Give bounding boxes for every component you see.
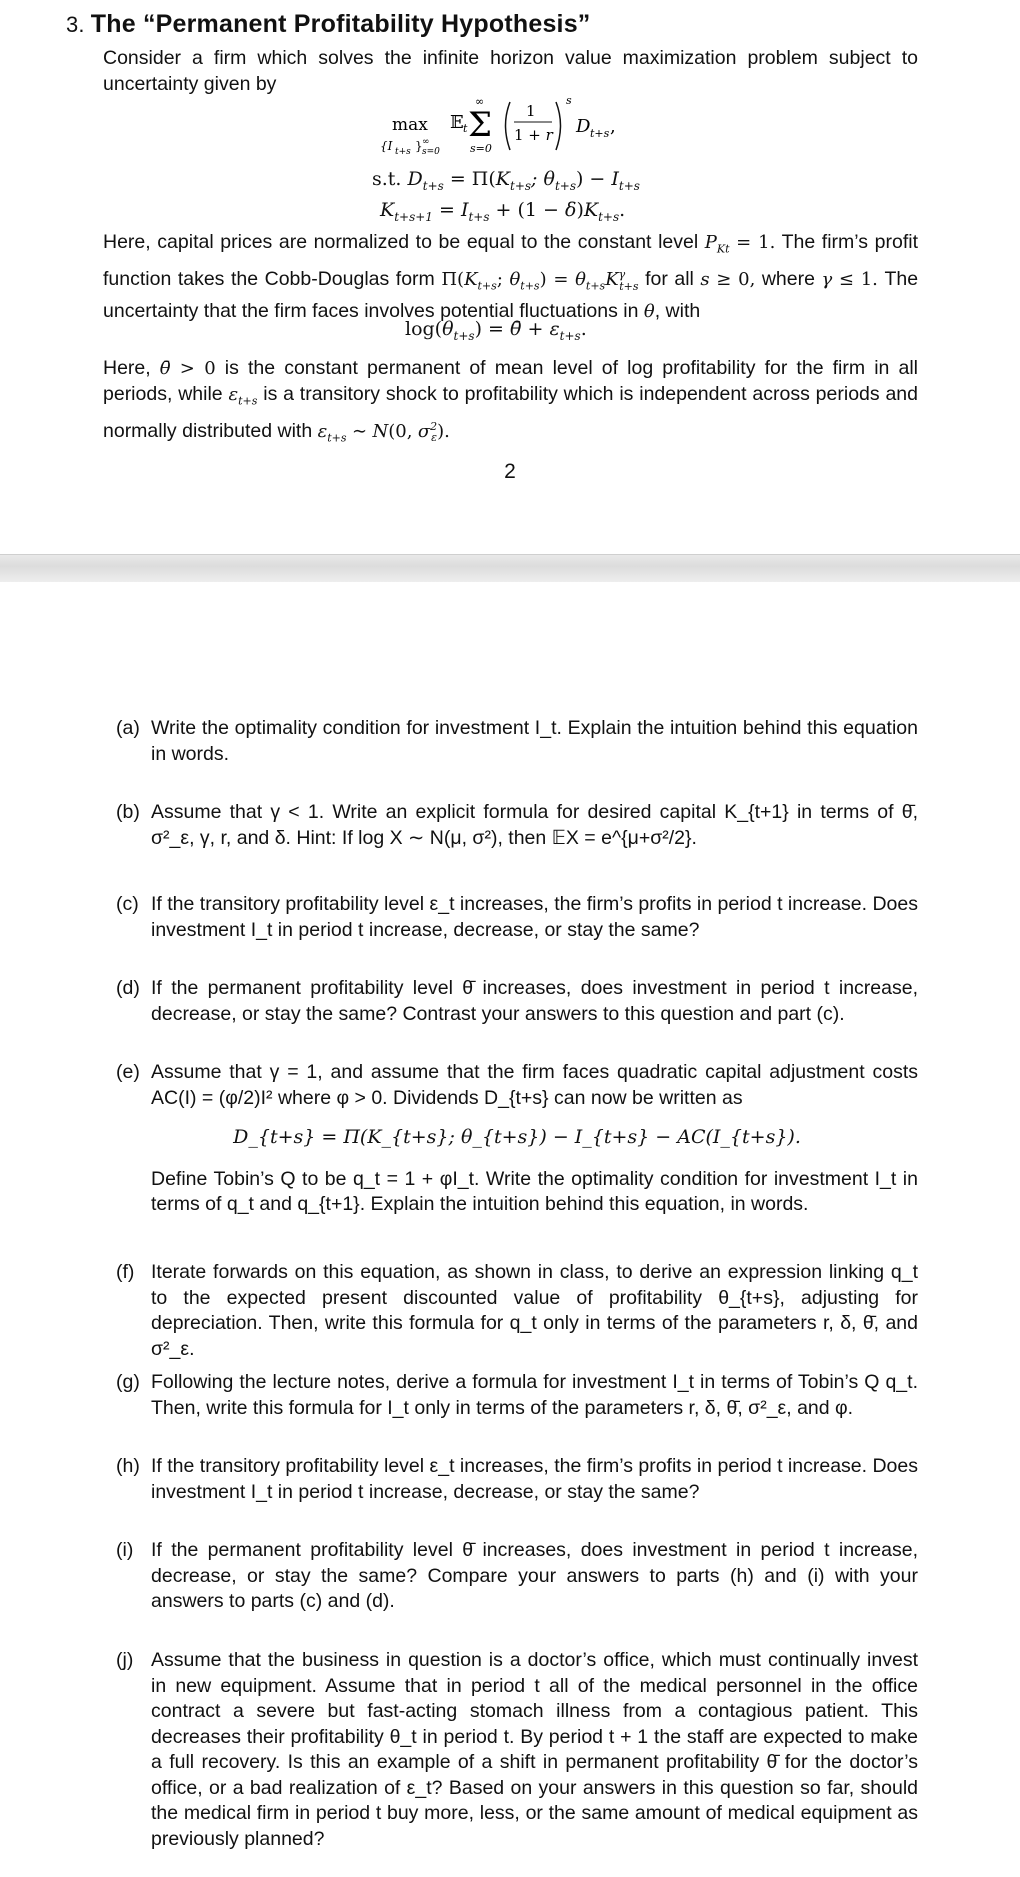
part-text: Iterate forwards on this equation, as shown in class, to derive an expression linking q_t to the expected present discounted value of profitability θ_{t+s}, adjusting for depreciation. Then, write this formula for q_t only in terms of the parameters r, δ, θ̄, and σ²_ε.	[151, 1261, 918, 1360]
part-e	[116, 1060, 918, 1218]
svg-text:t+s: t+s	[590, 127, 610, 140]
part-label: (j)	[116, 1649, 134, 1671]
svg-text:}: }	[415, 139, 423, 153]
part-h	[116, 1454, 918, 1505]
part-text: Assume that γ < 1. Write an explicit formula for desired capital K_{t+1} in terms of θ̄, σ²_ε, γ, r, and δ. Hint: If log X ∼ N(μ, σ²), then 𝔼X = e^{μ+σ²/2}.	[151, 801, 918, 849]
svg-text:t: t	[463, 122, 468, 135]
svg-text:∞: ∞	[475, 95, 485, 108]
part-text: If the transitory profitability level ε_t increases, the firm’s profits in period t increase. Does investment I_t in period t increase, decrease, or stay the same?	[151, 1455, 918, 1503]
part-c	[116, 892, 918, 943]
part-text: Write the optimality condition for investment I_t. Explain the intuition behind this equation in words.	[151, 717, 918, 765]
svg-text:,: ,	[610, 116, 616, 137]
equation-log-theta: $\log(\theta_{t+s})$ = θ̄ + $\varepsilon_{t+s}$.	[405, 318, 587, 343]
part-text: If the permanent profitability level θ̄ increases, does investment in period t increase, decrease, or stay the same? Compare your answers to parts (h) and (i) with your answers to parts (c) and (d).	[151, 1539, 918, 1612]
part-text: Assume that the business in question is a doctor’s office, which must continually invest in new equipment. Assume that in period t all of the medical personnel in the office contract a severe but fast-acting stomach illness from a contagious patient. This decreases their profitability θ_t in period t. By period t + 1 the staff are expected to make a full recovery. Is this an example of a shift in permanent profitability θ̄ for the doctor’s office, or a bad realization of ε_t? Based on your answers in this question so far, should the medical firm in period t buy more, less, or the same amount of medical equipment as previously planned?	[151, 1649, 918, 1850]
page-divider	[0, 554, 1020, 584]
svg-text:D: D	[576, 116, 591, 137]
objective-math	[380, 92, 680, 170]
part-f	[116, 1260, 918, 1362]
part-label: (a)	[116, 717, 140, 739]
part-label: (f)	[116, 1261, 135, 1283]
svg-text:1 + r: 1 + r	[514, 126, 553, 144]
part-b	[116, 800, 918, 851]
part-a	[116, 716, 918, 767]
part-d	[116, 976, 918, 1027]
section-number: 3.	[66, 12, 85, 37]
part-label: (i)	[116, 1539, 134, 1561]
svg-text:s: s	[566, 94, 572, 107]
part-text: Following the lecture notes, derive a formula for investment I_t in terms of Tobin’s Q q_t. Then, write this formula for I_t only in terms of the parameters r, δ, θ̄, σ²_ε, and φ.	[151, 1371, 918, 1419]
svg-text:{I: {I	[380, 139, 393, 153]
part-label: (h)	[116, 1455, 140, 1477]
part-text: If the transitory profitability level ε_t increases, the firm’s profits in period t increase. Does investment I_t in period t increase, decrease, or stay the same?	[151, 893, 918, 941]
part-j	[116, 1648, 918, 1852]
section-heading	[66, 10, 591, 39]
page-number: 2	[504, 460, 516, 483]
intro-paragraph-1: Consider a firm which solves the infinite horizon value maximization problem subject to uncertainty given by	[103, 47, 918, 95]
part-label: (g)	[116, 1371, 140, 1393]
part-label: (e)	[116, 1061, 140, 1083]
equation-constraint-1: s.t. $D_{t+s} = \Pi(K_{t+s}$; $\theta_{t+s}) - I_{t+s}$	[372, 168, 640, 193]
part-i	[116, 1538, 918, 1615]
page-1	[0, 0, 1020, 554]
equation-dividends: D_{t+s} = Π(K_{t+s}; θ_{t+s}) − I_{t+s} − AC(I_{t+s}).	[233, 1126, 801, 1148]
intro-paragraph-2: Here, capital prices are normalized to be equal to the constant level $P_{Kt} = 1$. The firm’s profit function takes the Cobb-Douglas form $\Pi(K_{t+s}$; $\theta_{t+s}) = \theta_{t+s}K^\gamma_{t+s}$ for all s ≥ 0, where γ ≤ 1. The uncertainty that the firm faces involves potential fluctuations in θ, with	[103, 231, 919, 323]
part-g	[116, 1370, 918, 1421]
svg-text:t+s: t+s	[395, 147, 411, 157]
svg-text:max: max	[392, 115, 428, 135]
part-text: If the permanent profitability level θ̄ increases, does investment in period t increase, decrease, or stay the same? Contrast your answers to this question and part (c).	[151, 977, 918, 1025]
part-text-2: Define Tobin’s Q to be q_t = 1 + φI_t. Write the optimality condition for investment I_t in terms of q_t and q_{t+1}. Explain the intuition behind this equation, in words.	[151, 1167, 918, 1215]
part-label: (b)	[116, 801, 140, 823]
part-label: (d)	[116, 977, 140, 999]
part-text: Assume that γ = 1, and assume that the firm faces quadratic capital adjustment costs AC(I) = (φ/2)I² where φ > 0. Dividends D_{t+s} can now be written as	[151, 1061, 918, 1109]
svg-text:∞: ∞	[422, 137, 430, 147]
svg-text:𝔼: 𝔼	[450, 112, 464, 133]
equation-objective	[380, 92, 680, 170]
svg-text:s=0: s=0	[422, 147, 440, 157]
intro-paragraph-3: Here, θ̄ > 0 is the constant permanent of mean level of log profitability for the firm in all periods, while $\varepsilon_{t+s}$ is a transitory shock to profitability which is independent across periods and normally distributed with $\varepsilon_{t+s}$ ∼ N(0, $\sigma^2_\varepsilon$).	[103, 357, 919, 445]
page-2	[0, 582, 1020, 1877]
svg-text:Σ: Σ	[468, 105, 493, 145]
svg-text:s=0: s=0	[470, 142, 492, 155]
equation-constraint-2: $K_{t+s+1} = I_{t+s} + (1 - \delta)K_{t+s}$.	[380, 199, 626, 224]
section-title: The “Permanent Profitability Hypothesis”	[90, 10, 591, 38]
svg-text:1: 1	[526, 102, 536, 120]
part-label: (c)	[116, 893, 139, 915]
